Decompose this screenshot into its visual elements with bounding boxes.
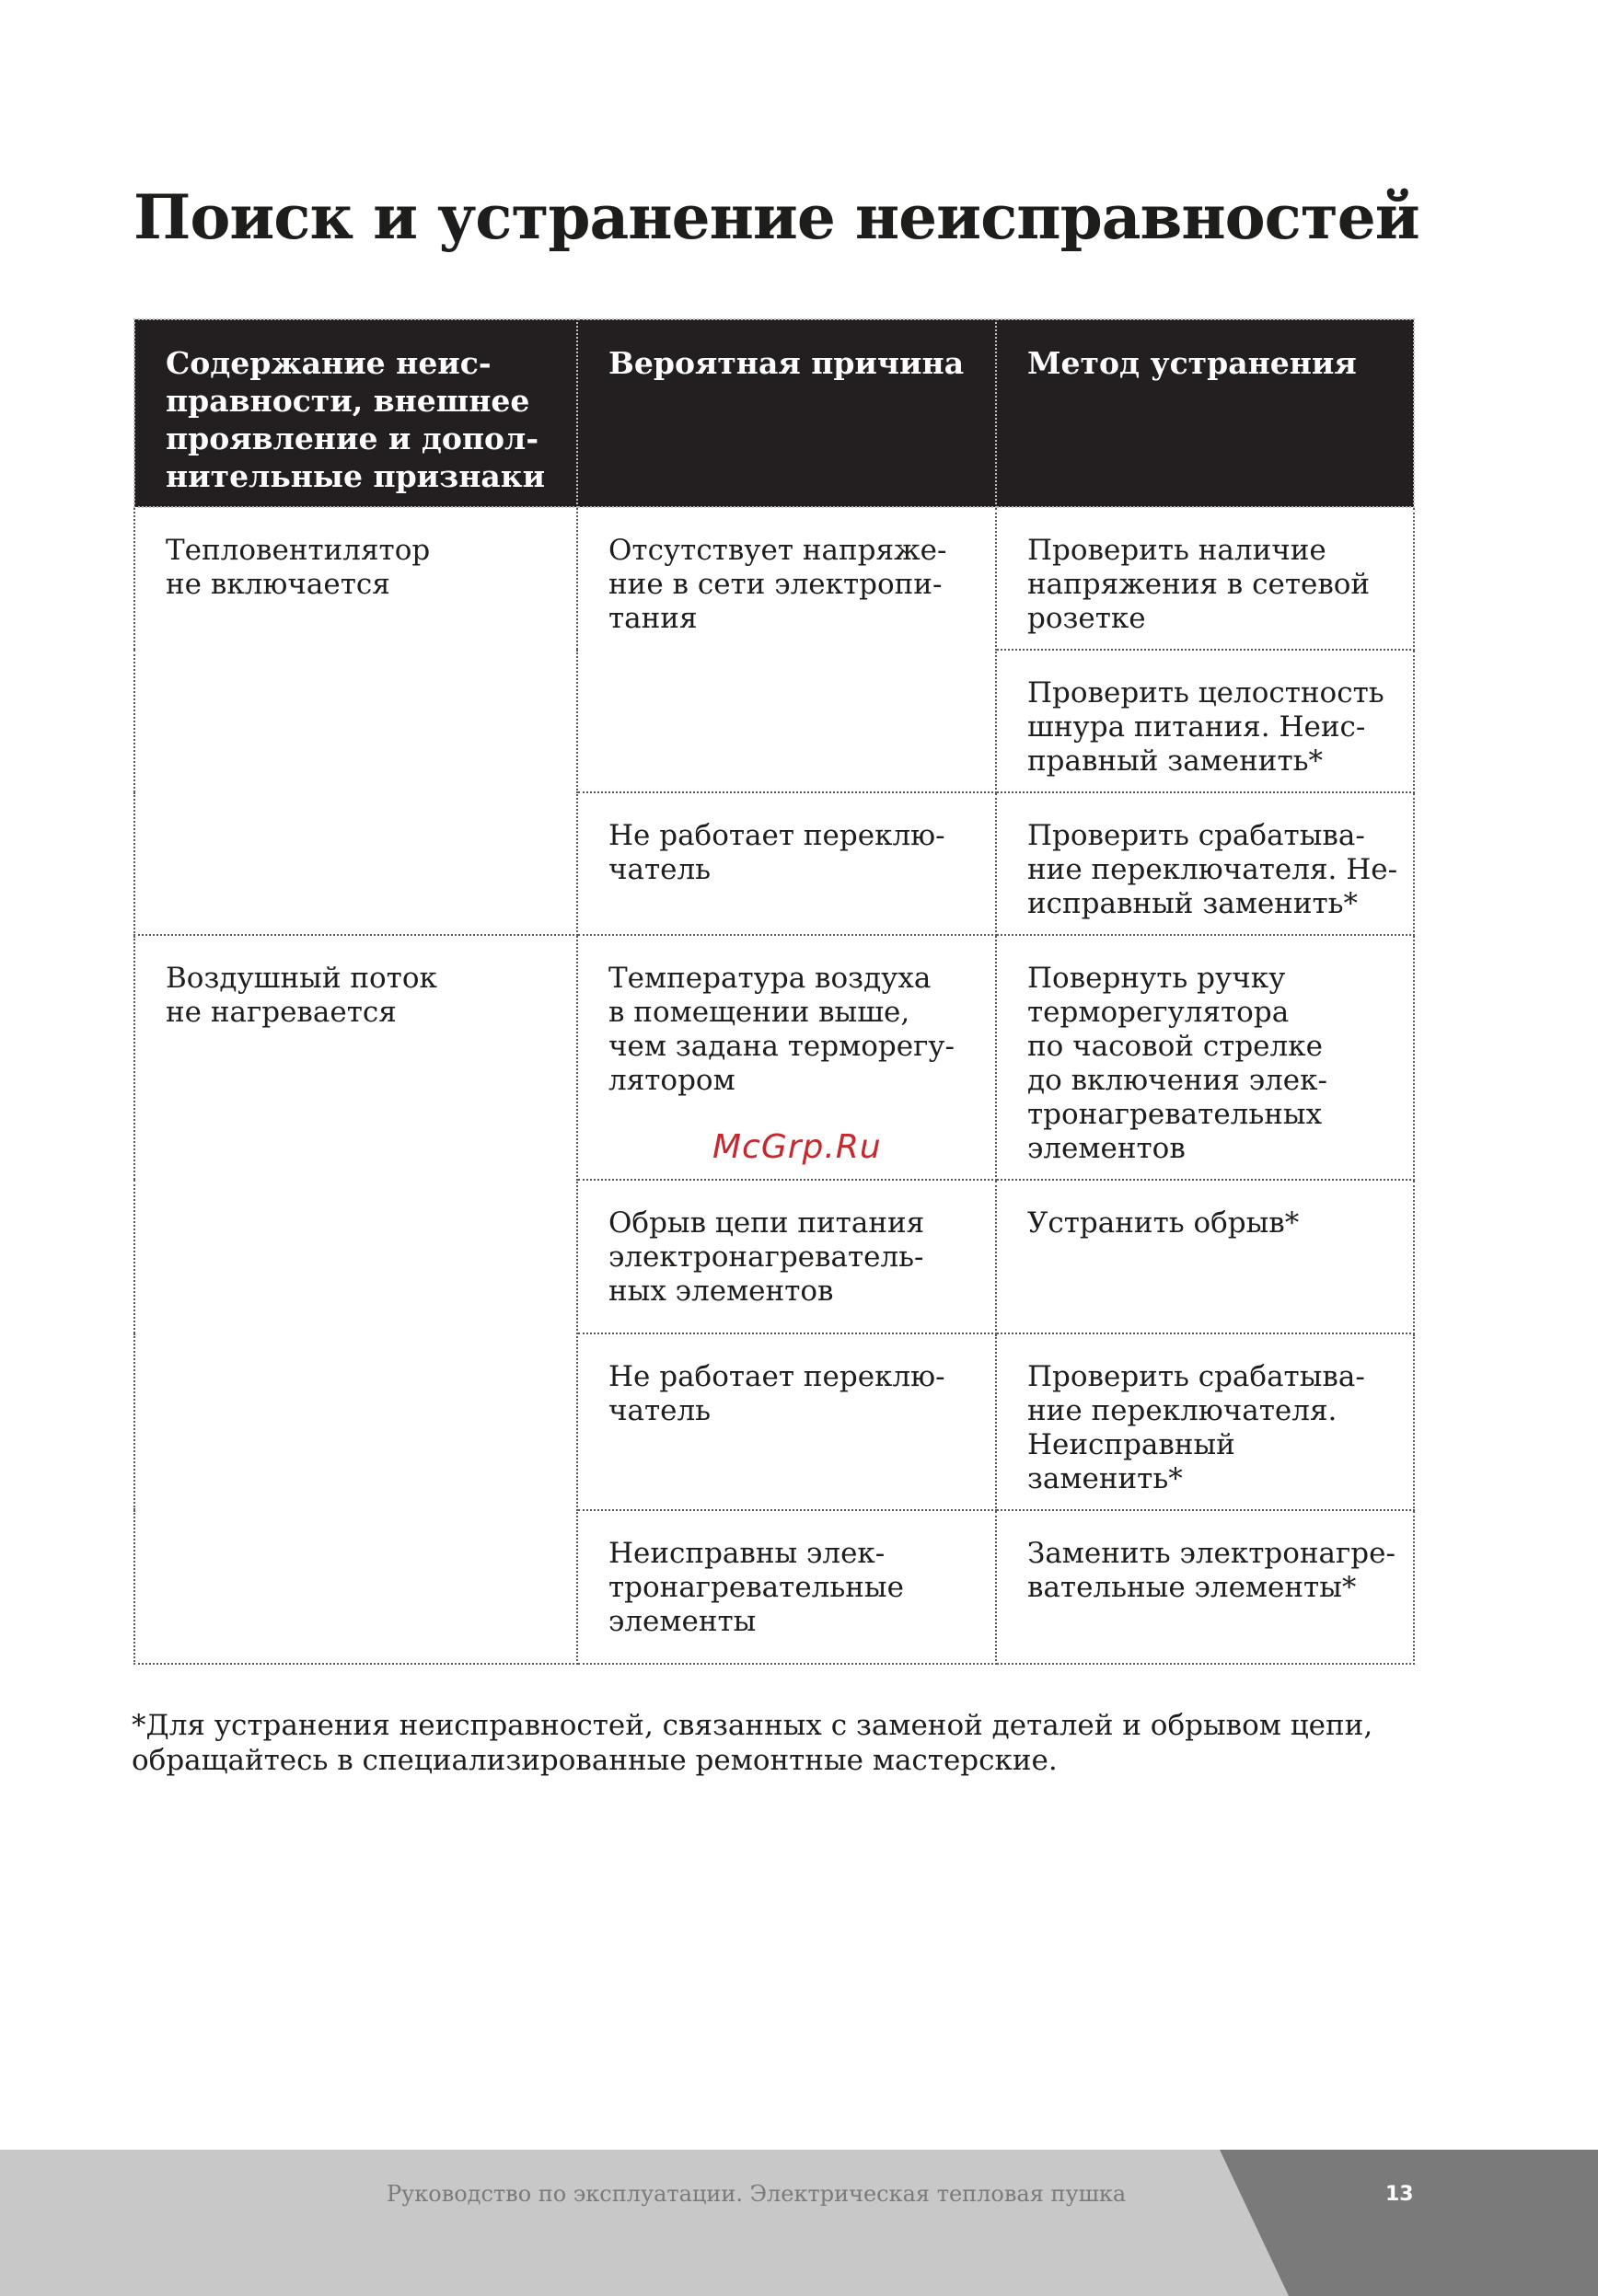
footnote: *Для устранения неисправностей, связанных с заменой деталей и обрывом цепи, обращайтесь в специализированные ремонтные мастерские. (132, 1709, 1373, 1777)
cause-cell: Не работает переклю- чатель (577, 1333, 996, 1510)
symptom-cell: Тепловентилятор не включается (134, 507, 577, 935)
troubleshooting-table (133, 318, 1415, 1665)
cause-cell: Неисправны элек- тронагревательные элементы (577, 1510, 996, 1664)
symptom-cell: Воздушный поток не нагревается (134, 935, 577, 1664)
page-title: Поиск и устранение неисправностей (133, 181, 1419, 253)
method-cell: Проверить срабатыва- ние переключателя. Не- исправный заменить* (996, 792, 1414, 935)
page-number: 13 (1385, 2183, 1414, 2206)
method-cell: Проверить целостность шнура питания. Неис- правный заменить* (996, 650, 1414, 792)
table-row (134, 507, 1414, 650)
watermark: McGrp.Ru (712, 1128, 882, 1166)
header-row (134, 319, 1414, 507)
footer-text: Руководство по эксплуатации. Электрическая тепловая пушка (387, 2181, 1127, 2207)
method-cell: Повернуть ручку терморегулятора по часовой стрелке до включения элек- тронагревательных элементов (996, 935, 1414, 1180)
method-cell: Проверить наличие напряжения в сетевой розетке (996, 507, 1414, 650)
cause-cell: Обрыв цепи питания электронагреватель- ных элементов (577, 1180, 996, 1333)
header-cause: Вероятная причина (577, 319, 996, 507)
cause-cell: Не работает переклю- чатель (577, 792, 996, 935)
header-method: Метод устранения (996, 319, 1414, 507)
header-symptom: Содержание неис- правности, внешнее проявление и допол- нительные признаки (134, 319, 577, 507)
table-body (134, 507, 1414, 1664)
method-cell: Устранить обрыв* (996, 1180, 1414, 1333)
method-cell: Проверить срабатыва- ние переключателя. Неисправный заменить* (996, 1333, 1414, 1510)
table-header (134, 319, 1414, 507)
cause-cell: Температура воздуха в помещении выше, чем задана терморегу- лятором (577, 935, 996, 1180)
method-cell: Заменить электронагре- вательные элементы* (996, 1510, 1414, 1664)
cause-cell: Отсутствует напряже- ние в сети электропи- тания (577, 507, 996, 792)
